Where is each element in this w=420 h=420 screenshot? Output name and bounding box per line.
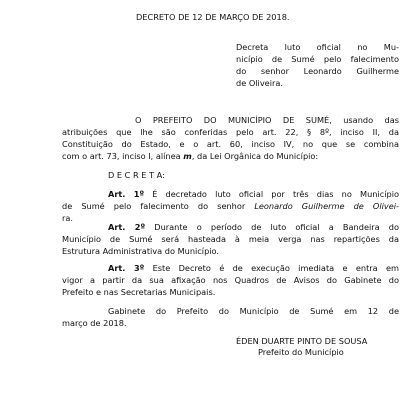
decree-title: DECRETO DE 12 DE MARÇO DE 2018. [136, 12, 290, 22]
art3-line-1-text: Este Decreto é de execução imediata e entra em [152, 263, 399, 273]
art2-line-2: Município de Sumé será hasteada à meia verga nas repartições da [62, 234, 399, 244]
art2-line-3: Estrutura Administrativa do Município. [62, 246, 220, 256]
preamble-line-3: Constituição do Estado, e o art. 60, inciso IV, no que se combina [62, 139, 399, 149]
preamble-line-4 [62, 151, 318, 162]
preamble-line-4-text: com o art. 73, inciso I, alínea [62, 151, 181, 161]
art2-label: Art. 2º [108, 222, 146, 232]
deceased-name: Leonardo Guilherme de Olivei- [254, 201, 399, 211]
preamble-line-1: O PREFEITO DO MUNICÍPIO DE SUMÉ, usando das [135, 115, 399, 125]
ementa-line-2: nicípio de Sumé pelo falecimento [236, 54, 399, 64]
closing-line-1: Gabinete do Prefeito do Município de Sumé em 12 de [108, 306, 399, 316]
art1-line-1 [108, 189, 399, 200]
signatory-name: ÉDEN DUARTE PINTO DE SOUSA [236, 336, 368, 346]
art3-line-1 [108, 263, 399, 274]
alinea-letter: m [183, 151, 192, 161]
ementa-line-1: Decreta luto oficial no Mu- [236, 42, 399, 52]
art3-label: Art. 3º [108, 263, 145, 273]
art1-line-2-text: de Sumé pelo falecimento do senhor [62, 201, 246, 211]
ementa-line-3: do senhor Leonardo Guilherme [236, 66, 399, 76]
signatory-title: Prefeito do Município [258, 347, 344, 357]
preamble-line-4-end: , da Lei Orgânica do Município: [191, 151, 319, 161]
art3-line-3: Prefeito e nas Secretarias Municipais. [62, 287, 216, 297]
art2-line-1-text: Durante o período de luto oficial a Bandeira do [154, 222, 399, 232]
art2-line-1 [108, 222, 399, 233]
art1-line-2 [62, 201, 399, 212]
decreta-label: D E C R E T A: [108, 170, 165, 180]
ementa-line-4: de Oliveira. [236, 78, 283, 88]
closing-line-2: março de 2018. [62, 318, 127, 328]
art1-label: Art. 1º [108, 189, 145, 199]
art1-line-1-text: É decretado luto oficial por três dias no Município [152, 189, 399, 199]
art1-line-3: ra. [62, 213, 73, 223]
art3-line-2: vigor a partir da sua afixação nos Quadros de Avisos do Gabinete do [62, 275, 399, 285]
preamble-line-2: atribuições que lhe são conferidas pelo art. 22, § 8º, inciso II, da [62, 127, 399, 137]
